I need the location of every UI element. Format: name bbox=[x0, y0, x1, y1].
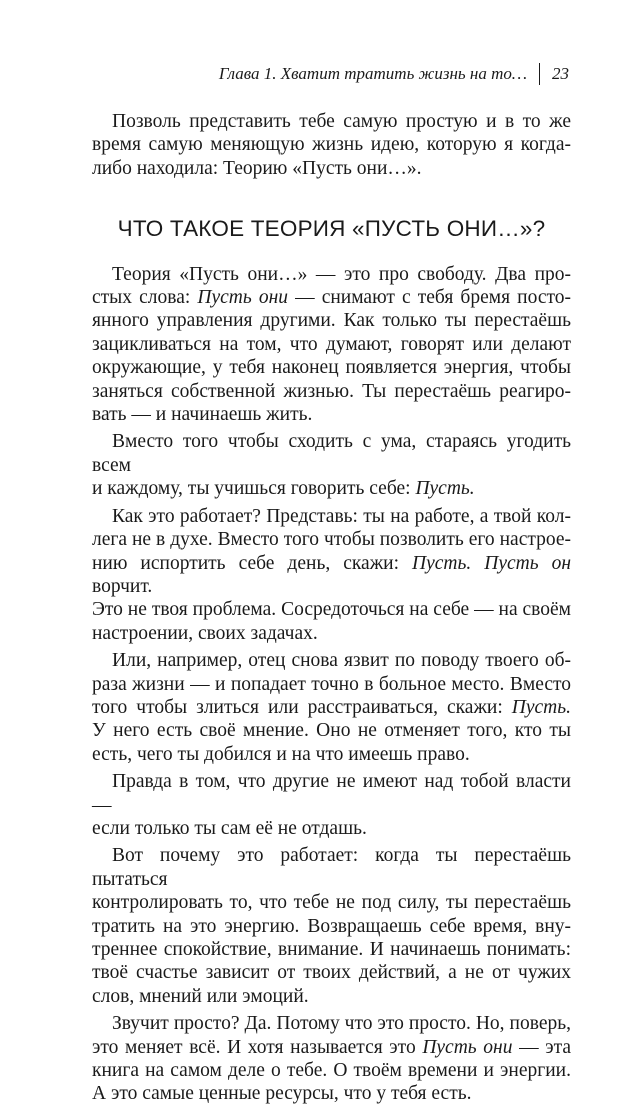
text-line: тратить на это энергию. Возвращаешь себе время, вну- bbox=[92, 915, 571, 937]
text-line: контролировать то, что тебе не под силу, ты перестаёшь bbox=[92, 892, 571, 914]
text-line: твоё счастье зависит от твоих действий, а не от чужих bbox=[92, 962, 571, 984]
paragraph-7 bbox=[92, 1012, 571, 1106]
text-line: Это не твоя проблема. Сосредоточься на себе — на своём bbox=[92, 599, 571, 621]
text-line: есть, чего ты добился и на что имеешь право. bbox=[92, 743, 470, 765]
page-number: 23 bbox=[552, 64, 569, 83]
page-body bbox=[92, 110, 571, 1106]
text-line: того чтобы злиться или расстраиваться, скажи: Пусть. bbox=[92, 696, 571, 718]
chapter-title: Глава 1. Хватит тратить жизнь на то… bbox=[218, 64, 527, 83]
text-line: если только ты сам её не отдашь. bbox=[92, 817, 367, 839]
text-line: У него есть своё мнение. Оно не отменяет того, кто ты bbox=[92, 720, 571, 742]
text-line: раза жизни — и попадает точно в больное место. Вместо bbox=[92, 673, 571, 695]
paragraph-5 bbox=[92, 770, 571, 840]
emphasis: Пусть. bbox=[415, 478, 475, 500]
text-line: настроении, своих задачах. bbox=[92, 622, 318, 644]
text-line: Вместо того чтобы сходить с ума, стараясь угодить всем bbox=[92, 431, 571, 476]
text-line: Правда в том, что другие не имеют над тобой власти — bbox=[92, 771, 571, 816]
text-line: треннее спокойствие, внимание. И начинаешь понимать: bbox=[92, 939, 571, 960]
text-line: слов, мнений или эмоций. bbox=[92, 985, 309, 1007]
section-heading: ЧТО ТАКОЕ ТЕОРИЯ «ПУСТЬ ОНИ…»? bbox=[117, 216, 546, 242]
text-line: это меняет всё. И хотя называется это Пусть они — эта bbox=[92, 1036, 571, 1058]
paragraph-3 bbox=[92, 505, 571, 645]
text-line: лега не в духе. Вместо того чтобы позволить его настрое- bbox=[92, 529, 571, 551]
intro-paragraph bbox=[92, 110, 571, 180]
emphasis: Пусть они bbox=[422, 1036, 513, 1058]
text-line: заняться собственной жизнью. Ты перестаёшь реагиро- bbox=[92, 380, 571, 402]
paragraph-1 bbox=[92, 263, 571, 427]
header-divider bbox=[539, 63, 540, 85]
intro-line: время самую меняющую жизнь идею, которую я когда- bbox=[92, 134, 571, 156]
emphasis: Пусть. bbox=[511, 696, 571, 718]
text-line: Как это работает? Представь: ты на работе, а твой кол- bbox=[112, 505, 571, 527]
text-line: вать — и начинаешь жить. bbox=[92, 404, 313, 426]
emphasis: Пусть. Пусть он bbox=[412, 552, 571, 574]
text-line: и каждому, ты учишься говорить себе: Пусть. bbox=[92, 478, 475, 500]
text-line: зацикливаться на том, что думают, говорят или делают bbox=[92, 333, 571, 355]
paragraph-6 bbox=[92, 844, 571, 1008]
text-line: Звучит просто? Да. Потому что это просто. Но, поверь, bbox=[112, 1013, 571, 1035]
intro-line: либо находила: Теорию «Пусть они…». bbox=[92, 157, 422, 179]
text-line: янного управления другими. Как только ты перестаёшь bbox=[92, 310, 571, 332]
emphasis: Пусть они bbox=[197, 287, 288, 309]
running-header bbox=[219, 63, 569, 85]
text-line: книга на самом деле о тебе. О твоём времени и энергии. bbox=[92, 1060, 571, 1082]
text-line: Или, например, отец снова язвит по поводу твоего об- bbox=[112, 650, 571, 672]
text-line: Теория «Пусть они…» — это про свободу. Два про- bbox=[112, 263, 571, 285]
paragraph-2 bbox=[92, 430, 571, 500]
text-line: Вот почему это работает: когда ты перестаёшь пытаться bbox=[92, 845, 571, 890]
text-line: А это самые ценные ресурсы, что у тебя есть. bbox=[92, 1083, 472, 1105]
text-line: окружающие, у тебя наконец появляется энергия, чтобы bbox=[92, 357, 571, 379]
text-line: стых слова: Пусть они — снимают с тебя бремя посто- bbox=[92, 287, 571, 309]
paragraph-4 bbox=[92, 649, 571, 766]
intro-line: Позволь представить тебе самую простую и в то же bbox=[112, 111, 571, 132]
text-line: нию испортить себе день, скажи: Пусть. Пусть он ворчит. bbox=[92, 552, 571, 597]
